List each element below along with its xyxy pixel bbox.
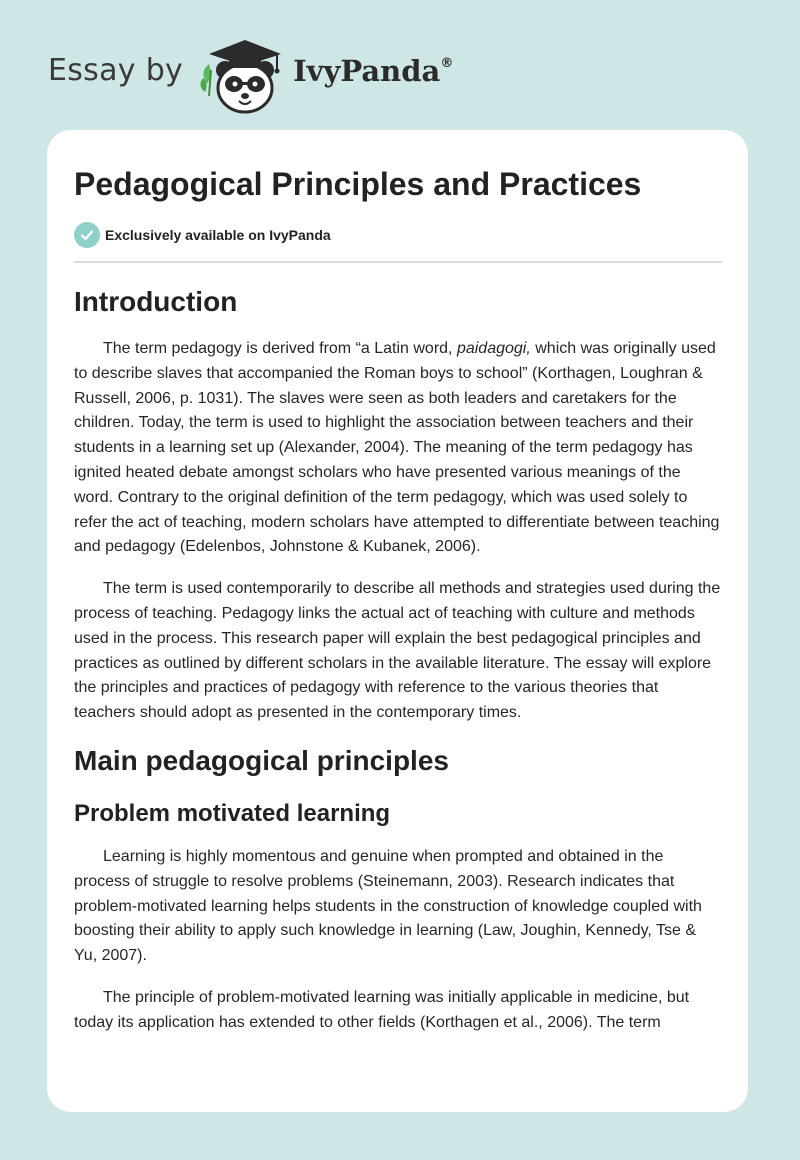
paragraph-problem-1: Learning is highly momentous and genuine when prompted and obtained in the process of struggle to resolve problems (Steinemann, 2003). Research indicates that problem-motivated learning helps students in the construction of knowledge coupled with boosting their ability to apply such knowledge in learning (Law, Joughin, Kennedy, Tse & Yu, 2007).	[74, 847, 702, 965]
site-header	[48, 34, 453, 114]
panda-logo-icon[interactable]	[197, 34, 289, 114]
essay-by-label: Essay by	[48, 52, 184, 88]
italic-term: paidagogi,	[456, 340, 531, 357]
brand-name[interactable]: IvyPanda®	[293, 54, 454, 88]
heading-introduction: Introduction	[74, 286, 238, 317]
page-title: Pedagogical Principles and Practices	[74, 166, 642, 202]
heading-main-principles: Main pedagogical principles	[74, 744, 449, 776]
exclusive-badge	[74, 222, 331, 248]
heading-problem-motivated-learning: Problem motivated learning	[74, 799, 391, 827]
badge-label: Exclusively available on IvyPanda	[105, 227, 331, 243]
paragraph-problem-2: The principle of problem-motivated learning was initially applicable in medicine, but today its application has extended to other fields (Korthagen et al., 2006). The term	[74, 988, 690, 1031]
essay-card	[47, 130, 748, 1112]
checkmark-icon	[74, 222, 100, 248]
essay-body	[74, 280, 722, 1036]
divider	[74, 261, 722, 263]
paragraph-intro-1: The term pedagogy is derived from “a Latin word, paidagogi, which was originally used to describe slaves that accompanied the Roman boys to school” (Korthagen, Loughran & Russell, 2006, p. 1031). The slaves were seen as both leaders and caretakers for the children. Today, the term is used to highlight the association between teachers and their students in a learning set up (Alexander, 2004). The meaning of the term pedagogy has ignited heated debate amongst scholars who have presented various meanings of the word. Contrary to the original definition of the term pedagogy, which was used solely to refer the act of teaching, modern scholars have attempted to differentiate between teaching and pedagogy (Edelenbos, Johnstone & Kubanek, 2006).	[74, 340, 720, 556]
paragraph-intro-2: The term is used contemporarily to describe all methods and strategies used during the process of teaching. Pedagogy links the actual act of teaching with culture and methods used in the process. This research paper will explain the best pedagogical principles and practices as outlined by different scholars in the available literature. The essay will explore the principles and practices of pedagogy with reference to the various theories that teachers should adopt as presented in the contemporary times.	[74, 580, 721, 722]
